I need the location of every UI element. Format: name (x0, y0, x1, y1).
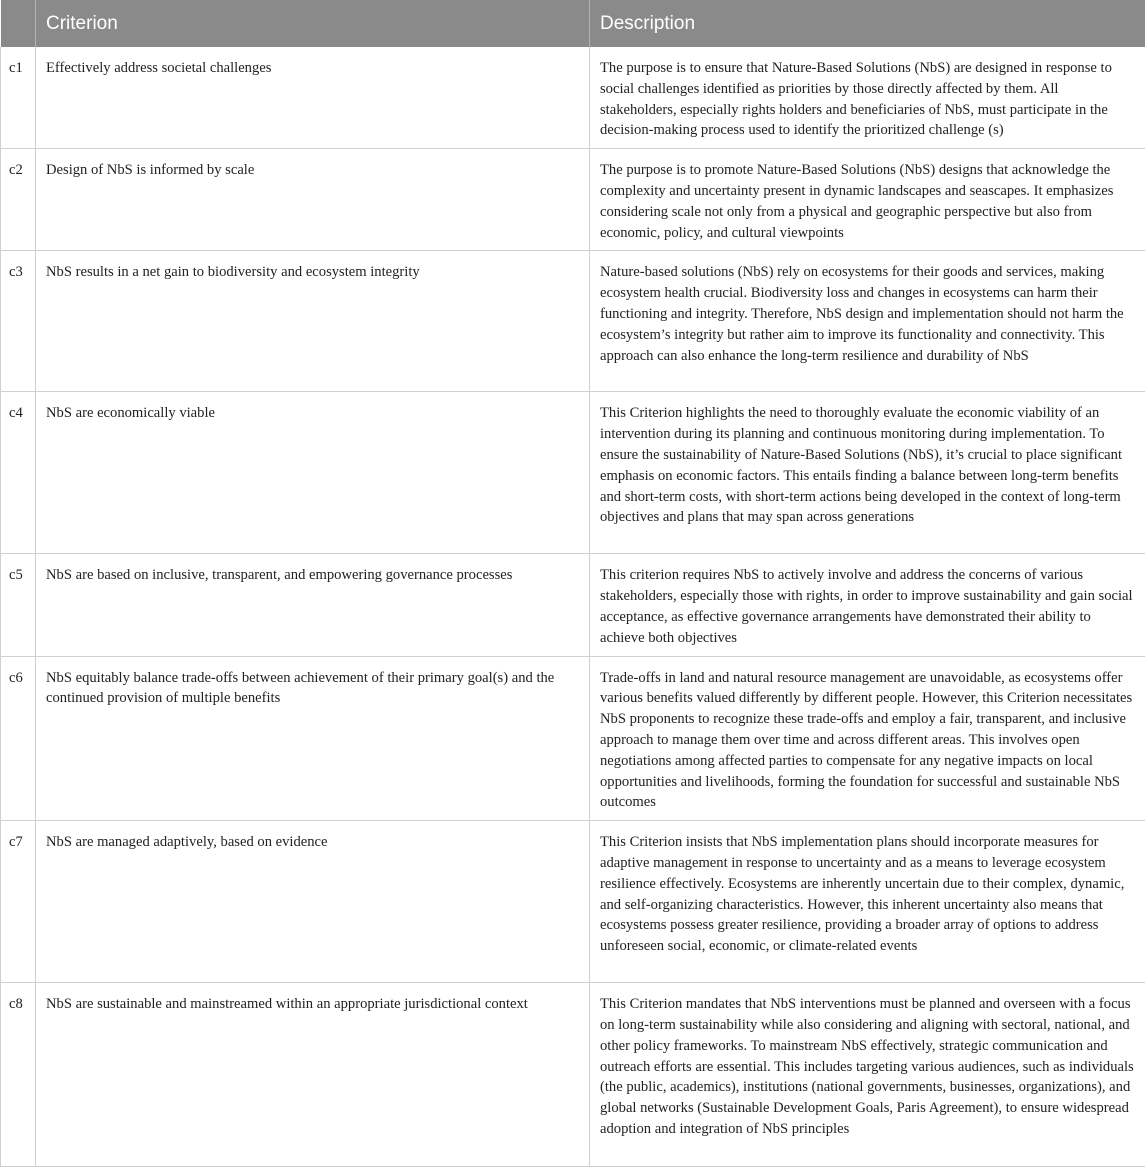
row-description: Nature-based solutions (NbS) rely on ecosystems for their goods and services, making ecosystem health crucial. Biodiversity loss and changes in ecosystems can harm their functioning and integrity. Therefore, NbS design and implementation should not harm the ecosystem’s integrity but rather aim to improve its functionality and connectivity. This approach can also enhance the long-term resilience and durability of NbS (590, 251, 1145, 392)
row-id: c1 (1, 47, 36, 149)
row-id: c8 (1, 983, 36, 1167)
row-criterion: NbS are economically viable (36, 392, 590, 554)
row-description: This Criterion insists that NbS implementation plans should incorporate measures for adaptive management in response to uncertainty and as a means to leverage ecosystem resilience effectively. Ecosystems are inherently uncertain due to their complex, dynamic, and self-organizing characteristics. However, this inherent uncertainty also means that ecosystems possess greater resilience, providing a broader array of options to address unforeseen social, economic, or climate-related events (590, 821, 1145, 983)
row-id: c4 (1, 392, 36, 554)
row-id: c5 (1, 554, 36, 656)
row-id: c2 (1, 149, 36, 251)
table-header (1, 0, 1145, 47)
row-criterion: NbS are based on inclusive, transparent, and empowering governance processes (36, 554, 590, 656)
row-description: This Criterion mandates that NbS interventions must be planned and overseen with a focus on long-term sustainability while also considering and aligning with sectoral, national, and other policy frameworks. To mainstream NbS effectively, strategic communication and outreach efforts are essential. This includes targeting various audiences, such as individuals (the public, academics), institutions (national governments, businesses, organizations), and global networks (Sustainable Development Goals, Paris Agreement), to ensure widespread adoption and integration of NbS principles (590, 983, 1145, 1167)
table-row (1, 47, 1145, 149)
row-criterion: NbS results in a net gain to biodiversity and ecosystem integrity (36, 251, 590, 392)
row-description: The purpose is to ensure that Nature-Based Solutions (NbS) are designed in response to social challenges identified as priorities by those directly affected by them. All stakeholders, especially rights holders and beneficiaries of NbS, must participate in the decision-making process used to identify the prioritized challenge (s) (590, 47, 1145, 149)
table-body (1, 47, 1145, 1167)
row-id: c7 (1, 821, 36, 983)
table-row (1, 821, 1145, 983)
row-description: Trade-offs in land and natural resource management are unavoidable, as ecosystems offer various benefits valued differently by different people. However, this Criterion necessitates NbS proponents to recognize these trade-offs and employ a fair, transparent, and inclusive approach to manage them over time and across different areas. This involves open negotiations among affected parties to compensate for any negative impacts on local opportunities and livelihoods, forming the foundation for successful and sustainable NbS outcomes (590, 656, 1145, 821)
table-row (1, 554, 1145, 656)
table-row (1, 392, 1145, 554)
row-criterion: Design of NbS is informed by scale (36, 149, 590, 251)
table-row (1, 656, 1145, 821)
row-criterion: Effectively address societal challenges (36, 47, 590, 149)
table-row (1, 983, 1145, 1167)
header-criterion: Criterion (36, 0, 590, 47)
row-id: c6 (1, 656, 36, 821)
row-criterion: NbS are sustainable and mainstreamed within an appropriate jurisdictional context (36, 983, 590, 1167)
header-id (1, 0, 36, 47)
table-row (1, 149, 1145, 251)
header-description: Description (590, 0, 1145, 47)
table-row (1, 251, 1145, 392)
row-description: This Criterion highlights the need to thoroughly evaluate the economic viability of an intervention during its planning and continuous monitoring during implementation. To ensure the sustainability of Nature-Based Solutions (NbS), it’s crucial to place significant emphasis on economic factors. This entails finding a balance between long-term benefits and short-term costs, with short-term actions being developed in the context of long-term objectives and plans that may span across generations (590, 392, 1145, 554)
header-row (1, 0, 1145, 47)
row-criterion: NbS equitably balance trade-offs between achievement of their primary goal(s) and the continued provision of multiple benefits (36, 656, 590, 821)
row-id: c3 (1, 251, 36, 392)
row-description: The purpose is to promote Nature-Based Solutions (NbS) designs that acknowledge the complexity and uncertainty present in dynamic landscapes and seascapes. It emphasizes considering scale not only from a physical and geographic perspective but also from economic, policy, and cultural viewpoints (590, 149, 1145, 251)
row-description: This criterion requires NbS to actively involve and address the concerns of various stakeholders, especially those with rights, in order to improve sustainability and gain social acceptance, as effective governance arrangements have demonstrated their ability to achieve both objectives (590, 554, 1145, 656)
row-criterion: NbS are managed adaptively, based on evidence (36, 821, 590, 983)
